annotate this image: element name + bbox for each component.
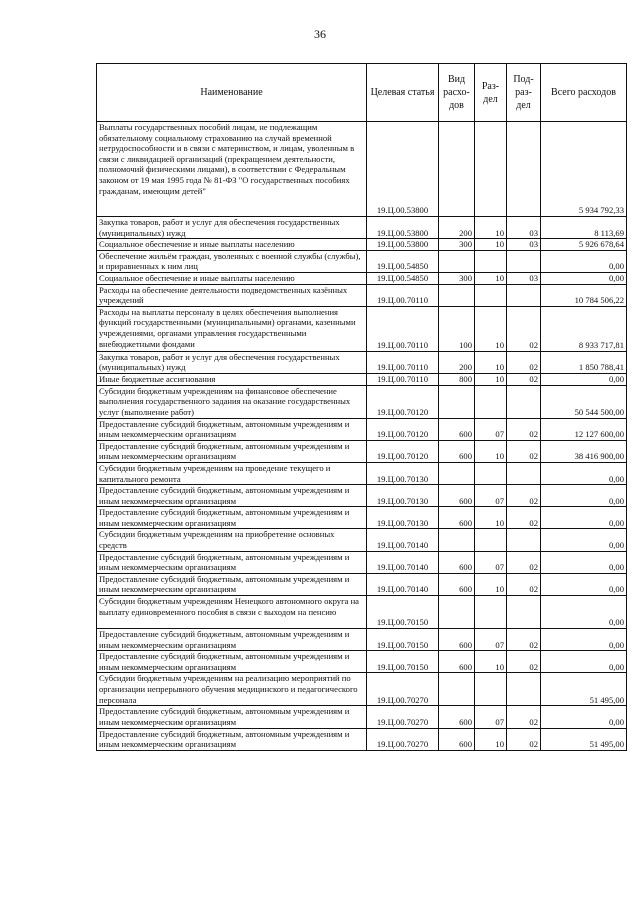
cell-total: 0,00 xyxy=(541,551,627,573)
cell-total: 51 495,00 xyxy=(541,673,627,706)
cell-total: 0,00 xyxy=(541,250,627,272)
cell-subsection xyxy=(507,250,541,272)
cell-name: Субсидии бюджетным учреждениям на финансовое обеспечение выполнения государственного задания на оказание государственных услуг (выполнение работ) xyxy=(97,385,367,418)
table-body xyxy=(97,122,627,751)
cell-type xyxy=(439,385,475,418)
table-row xyxy=(97,507,627,529)
cell-type: 200 xyxy=(439,351,475,373)
cell-section: 10 xyxy=(475,507,507,529)
cell-section xyxy=(475,385,507,418)
cell-subsection xyxy=(507,673,541,706)
table-row xyxy=(97,217,627,239)
page-number: 36 xyxy=(314,27,326,41)
cell-section: 07 xyxy=(475,418,507,440)
cell-target: 19.Ц.00.70120 xyxy=(367,418,439,440)
cell-subsection xyxy=(507,462,541,484)
cell-name: Расходы на выплаты персоналу в целях обеспечения выполнения функций государственными (муниципальными) органами, казенными учреждениями, органами управления государственными внебюджетными фондами xyxy=(97,306,367,351)
cell-subsection: 02 xyxy=(507,728,541,750)
header-total: Всего расходов xyxy=(541,64,627,122)
cell-name: Закупка товаров, работ и услуг для обеспечения государственных (муниципальных) нужд xyxy=(97,351,367,373)
cell-target: 19.Ц.00.70270 xyxy=(367,706,439,728)
cell-subsection: 03 xyxy=(507,217,541,239)
table-row xyxy=(97,551,627,573)
cell-target: 19.Ц.00.70130 xyxy=(367,507,439,529)
table-row xyxy=(97,485,627,507)
table-row xyxy=(97,122,627,217)
cell-total: 5 934 792,33 xyxy=(541,122,627,217)
cell-target: 19.Ц.00.70270 xyxy=(367,673,439,706)
cell-name: Обеспечение жильём граждан, уволенных с военной службы (службы), и приравненных к ним лиц xyxy=(97,250,367,272)
cell-name: Субсидии бюджетным учреждениям Ненецкого автономного округа на выплату единовременного пособия в связи с выходом на пенсию xyxy=(97,596,367,629)
cell-type xyxy=(439,250,475,272)
table-row xyxy=(97,440,627,462)
cell-section: 10 xyxy=(475,272,507,284)
table-row xyxy=(97,385,627,418)
cell-subsection xyxy=(507,596,541,629)
header-subsection: Под-раз-дел xyxy=(507,64,541,122)
cell-name: Предоставление субсидий бюджетным, автономным учреждениям и иным некоммерческим организациям xyxy=(97,629,367,651)
header-name: Наименование xyxy=(97,64,367,122)
cell-type: 100 xyxy=(439,306,475,351)
cell-target: 19.Ц.00.70110 xyxy=(367,284,439,306)
cell-section xyxy=(475,122,507,217)
table-row xyxy=(97,239,627,251)
cell-type: 600 xyxy=(439,418,475,440)
cell-total: 8 933 717,81 xyxy=(541,306,627,351)
cell-subsection: 02 xyxy=(507,373,541,385)
cell-name: Расходы на обеспечение деятельности подведомственных казённых учреждений xyxy=(97,284,367,306)
cell-subsection: 02 xyxy=(507,629,541,651)
cell-subsection: 02 xyxy=(507,706,541,728)
cell-name: Предоставление субсидий бюджетным, автономным учреждениям и иным некоммерческим организациям xyxy=(97,573,367,595)
cell-section: 10 xyxy=(475,728,507,750)
cell-total: 0,00 xyxy=(541,462,627,484)
cell-subsection: 02 xyxy=(507,507,541,529)
cell-total: 51 495,00 xyxy=(541,728,627,750)
cell-section: 10 xyxy=(475,573,507,595)
cell-section xyxy=(475,673,507,706)
table-row xyxy=(97,272,627,284)
cell-target: 19.Ц.00.70110 xyxy=(367,306,439,351)
cell-target: 19.Ц.00.54850 xyxy=(367,272,439,284)
cell-type xyxy=(439,673,475,706)
cell-name: Предоставление субсидий бюджетным, автономным учреждениям и иным некоммерческим организациям xyxy=(97,706,367,728)
cell-name: Предоставление субсидий бюджетным, автономным учреждениям и иным некоммерческим организациям xyxy=(97,485,367,507)
cell-section: 10 xyxy=(475,351,507,373)
cell-section: 10 xyxy=(475,239,507,251)
cell-type: 600 xyxy=(439,651,475,673)
cell-name: Социальное обеспечение и иные выплаты населению xyxy=(97,272,367,284)
cell-section xyxy=(475,284,507,306)
cell-target: 19.Ц.00.54850 xyxy=(367,250,439,272)
table-row xyxy=(97,462,627,484)
cell-type: 200 xyxy=(439,217,475,239)
table-row xyxy=(97,673,627,706)
cell-target: 19.Ц.00.70110 xyxy=(367,351,439,373)
cell-name: Иные бюджетные ассигнования xyxy=(97,373,367,385)
cell-section: 10 xyxy=(475,440,507,462)
cell-total: 12 127 600,00 xyxy=(541,418,627,440)
cell-type: 600 xyxy=(439,706,475,728)
cell-type: 600 xyxy=(439,573,475,595)
cell-subsection: 03 xyxy=(507,239,541,251)
cell-name: Предоставление субсидий бюджетным, автономным учреждениям и иным некоммерческим организациям xyxy=(97,551,367,573)
cell-name: Субсидии бюджетным учреждениям на приобретение основных средств xyxy=(97,529,367,551)
cell-total: 0,00 xyxy=(541,272,627,284)
table-row xyxy=(97,573,627,595)
cell-type xyxy=(439,284,475,306)
cell-subsection: 02 xyxy=(507,351,541,373)
cell-section: 07 xyxy=(475,551,507,573)
cell-target: 19.Ц.00.70270 xyxy=(367,728,439,750)
cell-total: 0,00 xyxy=(541,373,627,385)
cell-type: 600 xyxy=(439,440,475,462)
table-row xyxy=(97,728,627,750)
cell-section: 10 xyxy=(475,306,507,351)
cell-total: 50 544 500,00 xyxy=(541,385,627,418)
cell-total: 0,00 xyxy=(541,651,627,673)
cell-target: 19.Ц.00.70140 xyxy=(367,573,439,595)
cell-subsection: 02 xyxy=(507,440,541,462)
cell-type xyxy=(439,596,475,629)
cell-total: 0,00 xyxy=(541,529,627,551)
budget-table xyxy=(96,63,627,751)
cell-subsection: 02 xyxy=(507,551,541,573)
cell-subsection: 02 xyxy=(507,651,541,673)
cell-type: 600 xyxy=(439,551,475,573)
header-section: Раз-дел xyxy=(475,64,507,122)
cell-total: 0,00 xyxy=(541,507,627,529)
cell-total: 0,00 xyxy=(541,629,627,651)
cell-total: 0,00 xyxy=(541,485,627,507)
header-target: Целевая статья xyxy=(367,64,439,122)
table-row xyxy=(97,306,627,351)
cell-name: Субсидии бюджетным учреждениям на проведение текущего и капитального ремонта xyxy=(97,462,367,484)
cell-target: 19.Ц.00.53800 xyxy=(367,217,439,239)
cell-name: Предоставление субсидий бюджетным, автономным учреждениям и иным некоммерческим организациям xyxy=(97,651,367,673)
cell-target: 19.Ц.00.53800 xyxy=(367,239,439,251)
cell-name: Социальное обеспечение и иные выплаты населению xyxy=(97,239,367,251)
cell-type: 600 xyxy=(439,629,475,651)
cell-total: 38 416 900,00 xyxy=(541,440,627,462)
cell-name: Предоставление субсидий бюджетным, автономным учреждениям и иным некоммерческим организациям xyxy=(97,507,367,529)
cell-subsection xyxy=(507,284,541,306)
cell-section: 07 xyxy=(475,629,507,651)
cell-type xyxy=(439,462,475,484)
cell-subsection: 02 xyxy=(507,306,541,351)
cell-subsection xyxy=(507,529,541,551)
table-row xyxy=(97,529,627,551)
table-row xyxy=(97,373,627,385)
cell-target: 19.Ц.00.70140 xyxy=(367,529,439,551)
cell-subsection: 02 xyxy=(507,418,541,440)
cell-target: 19.Ц.00.70110 xyxy=(367,373,439,385)
cell-target: 19.Ц.00.70140 xyxy=(367,551,439,573)
cell-subsection xyxy=(507,385,541,418)
cell-subsection: 03 xyxy=(507,272,541,284)
table-row xyxy=(97,418,627,440)
cell-target: 19.Ц.00.70120 xyxy=(367,385,439,418)
cell-name: Предоставление субсидий бюджетным, автономным учреждениям и иным некоммерческим организациям xyxy=(97,440,367,462)
cell-type: 600 xyxy=(439,507,475,529)
cell-total: 1 850 788,41 xyxy=(541,351,627,373)
table-row xyxy=(97,596,627,629)
cell-section: 10 xyxy=(475,373,507,385)
cell-target: 19.Ц.00.70150 xyxy=(367,596,439,629)
cell-section xyxy=(475,250,507,272)
cell-subsection xyxy=(507,122,541,217)
cell-target: 19.Ц.00.70120 xyxy=(367,440,439,462)
cell-section xyxy=(475,529,507,551)
cell-target: 19.Ц.00.70130 xyxy=(367,485,439,507)
table-row xyxy=(97,651,627,673)
cell-section: 07 xyxy=(475,485,507,507)
cell-name: Субсидии бюджетным учреждениям на реализацию мероприятий по организации непрерывного обучения медицинского и педагогического персонала xyxy=(97,673,367,706)
cell-section xyxy=(475,462,507,484)
cell-target: 19.Ц.00.70150 xyxy=(367,651,439,673)
header-row xyxy=(97,64,627,122)
cell-type xyxy=(439,529,475,551)
cell-total: 0,00 xyxy=(541,573,627,595)
cell-type: 300 xyxy=(439,272,475,284)
table-row xyxy=(97,351,627,373)
cell-type: 600 xyxy=(439,485,475,507)
cell-target: 19.Ц.00.70150 xyxy=(367,629,439,651)
cell-type: 800 xyxy=(439,373,475,385)
cell-total: 0,00 xyxy=(541,706,627,728)
cell-section xyxy=(475,596,507,629)
cell-section: 10 xyxy=(475,217,507,239)
cell-target: 19.Ц.00.53800 xyxy=(367,122,439,217)
cell-total: 10 784 506,22 xyxy=(541,284,627,306)
cell-name: Закупка товаров, работ и услуг для обеспечения государственных (муниципальных) нужд xyxy=(97,217,367,239)
cell-total: 8 113,69 xyxy=(541,217,627,239)
header-type: Вид расхо-дов xyxy=(439,64,475,122)
cell-section: 10 xyxy=(475,651,507,673)
cell-section: 07 xyxy=(475,706,507,728)
table-row xyxy=(97,629,627,651)
cell-total: 0,00 xyxy=(541,596,627,629)
table-row xyxy=(97,250,627,272)
cell-target: 19.Ц.00.70130 xyxy=(367,462,439,484)
table-row xyxy=(97,706,627,728)
cell-total: 5 926 678,64 xyxy=(541,239,627,251)
cell-name: Предоставление субсидий бюджетным, автономным учреждениям и иным некоммерческим организациям xyxy=(97,728,367,750)
table-row xyxy=(97,284,627,306)
cell-type xyxy=(439,122,475,217)
cell-type: 600 xyxy=(439,728,475,750)
cell-name: Предоставление субсидий бюджетным, автономным учреждениям и иным некоммерческим организациям xyxy=(97,418,367,440)
cell-name: Выплаты государственных пособий лицам, не подлежащим обязательному социальному страхованию на случай временной нетрудоспособности и в связи с материнством, и лицам, уволенным в связи с ликвидацией организаций (прекращением деятельности, полномочий физическими лицами), в соответствии с Федеральным законом от 19 мая 1995 года № 81-ФЗ "О государственных пособиях гражданам, имеющим детей" xyxy=(97,122,367,217)
cell-type: 300 xyxy=(439,239,475,251)
cell-subsection: 02 xyxy=(507,485,541,507)
cell-subsection: 02 xyxy=(507,573,541,595)
